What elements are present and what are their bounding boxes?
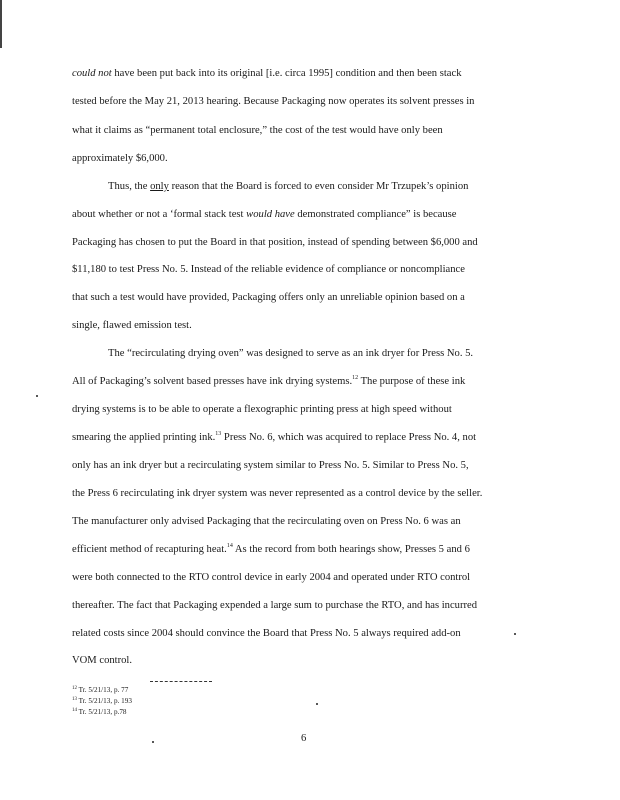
body-line: drying systems is to be able to operate a flexographic printing press at high speed without	[72, 404, 452, 415]
footnote: $^{13}$ Tr. 5/21/13, p. 193	[72, 697, 132, 705]
body-line: Thus, the only reason that the Board is forced to even consider Mr Trzupek’s opinion	[108, 181, 469, 192]
body-line: The manufacturer only advised Packaging that the recirculating oven on Press No. 6 was an	[72, 516, 461, 527]
body-line: that such a test would have provided, Packaging offers only an unreliable opinion based on a	[72, 292, 465, 303]
footnote-ref: 13	[215, 431, 222, 437]
body-line: the Press 6 recirculating ink dryer system was never represented as a control device by the seller.	[72, 488, 483, 499]
body-line: All of Packaging’s solvent based presses have ink drying systems.$^{12}$ The purpose of these ink	[72, 375, 466, 387]
scan-speck	[514, 633, 516, 635]
body-line: what it claims as “permanent total enclosure,” the cost of the test would have only been	[72, 125, 443, 136]
body-line: could not have been put back into its original [i.e. circa 1995] condition and then been stack	[72, 68, 462, 79]
footnote: $^{14}$ Tr. 5/21/13, p.78	[72, 708, 127, 716]
body-line: related costs since 2004 should convince the Board that Press No. 5 always required add-on	[72, 628, 461, 639]
body-line: tested before the May 21, 2013 hearing. Because Packaging now operates its solvent presses in	[72, 96, 475, 107]
scan-speck	[36, 395, 38, 397]
body-line: $11,180 to test Press No. 5. Instead of the reliable evidence of compliance or noncompliance	[72, 264, 465, 275]
body-line: Packaging has chosen to put the Board in that position, instead of spending between $6,000 and	[72, 237, 478, 248]
footnote-ref: 12	[352, 375, 359, 381]
body-line: The “recirculating drying oven” was designed to serve as an ink dryer for Press No. 5.	[108, 348, 474, 359]
body-line: VOM control.	[72, 655, 133, 666]
body-line: about whether or not a ‘formal stack test would have demonstrated compliance” is because	[72, 209, 457, 220]
body-line: thereafter. The fact that Packaging expended a large sum to purchase the RTO, and has incurred	[72, 600, 478, 611]
body-line: approximately $6,000.	[72, 153, 168, 164]
footnote-divider	[150, 681, 212, 682]
body-line: smearing the applied printing ink.$^{13}$ Press No. 6, which was acquired to replace Press No. 4, not	[72, 431, 477, 443]
scan-speck	[152, 741, 154, 743]
scan-edge-mark	[0, 0, 2, 48]
footnote-ref: 14	[226, 543, 233, 549]
footnote: $^{12}$ Tr. 5/21/13, p. 77	[72, 686, 129, 694]
scan-speck	[316, 703, 318, 705]
body-line: single, flawed emission test.	[72, 320, 192, 331]
body-line: efficient method of recapturing heat.$^{14}$ As the record from both hearings show, Presses 5 and 6	[72, 543, 470, 555]
body-line: only has an ink dryer but a recirculating system similar to Press No. 5. Similar to Press No. 5,	[72, 460, 469, 471]
page-number: 6	[301, 733, 307, 744]
body-line: were both connected to the RTO control device in early 2004 and operated under RTO control	[72, 572, 471, 583]
